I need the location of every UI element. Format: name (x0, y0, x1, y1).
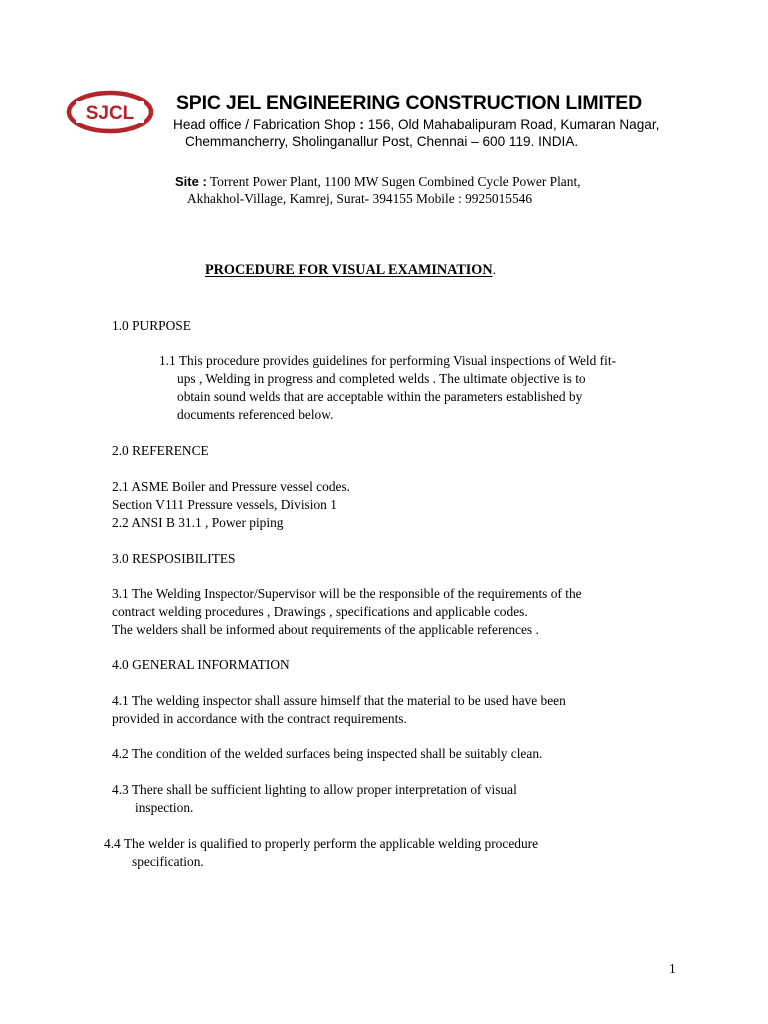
paragraph-line: 4.2 The condition of the welded surfaces being inspected shall be suitably clean. (112, 746, 543, 761)
paragraph-line: specification. (132, 854, 204, 869)
address-line-1 (173, 117, 659, 132)
paragraph-line: inspection. (135, 800, 194, 815)
paragraph-line: 1.1 This procedure provides guidelines for performing Visual inspections of Weld fit- (159, 353, 617, 368)
paragraph-line: provided in accordance with the contract requirements. (112, 711, 407, 726)
section-heading-purpose: 1.0 PURPOSE (112, 318, 191, 333)
site-text: Torrent Power Plant, 1100 MW Sugen Combined Cycle Power Plant, (206, 174, 581, 189)
address-text: 156, Old Mahabalipuram Road, Kumaran Nagar, (367, 117, 660, 132)
document-title-row (205, 261, 496, 279)
site-line-2: Akhakhol-Village, Kamrej, Surat- 394155 Mobile : 9925015546 (187, 191, 533, 206)
paragraph-line: 2.2 ANSI B 31.1 , Power piping (112, 515, 284, 530)
paragraph-line: documents referenced below. (177, 407, 334, 422)
company-name: SPIC JEL ENGINEERING CONSTRUCTION LIMITED (176, 92, 642, 114)
document-title: PROCEDURE FOR VISUAL EXAMINATION (205, 262, 493, 278)
paragraph-line: ups , Welding in progress and completed welds . The ultimate objective is to (177, 371, 586, 386)
address-separator: : (355, 117, 368, 132)
address-line-2: Chemmancherry, Sholinganallur Post, Chennai – 600 119. INDIA. (185, 134, 579, 149)
address-label: Head office / Fabrication Shop (173, 117, 356, 132)
section-heading-responsibilities: 3.0 RESPOSIBILITES (112, 551, 236, 566)
page-number: 1 (669, 961, 676, 976)
paragraph-line: 4.3 There shall be sufficient lighting to allow proper interpretation of visual (112, 782, 517, 797)
section-heading-general-information: 4.0 GENERAL INFORMATION (112, 657, 290, 672)
section-heading-reference: 2.0 REFERENCE (112, 443, 209, 458)
paragraph-line: The welders shall be informed about requirements of the applicable references . (112, 622, 539, 637)
paragraph-line: 3.1 The Welding Inspector/Supervisor will be the responsible of the requirements of the (112, 586, 582, 601)
title-suffix: . (492, 262, 496, 277)
site-label: Site : (175, 174, 207, 189)
paragraph-line: Section V111 Pressure vessels, Division 1 (112, 497, 337, 512)
logo-text: SJCL (85, 103, 135, 124)
sjcl-logo-icon (66, 90, 154, 134)
paragraph-line: 2.1 ASME Boiler and Pressure vessel codes. (112, 479, 351, 494)
paragraph-line: 4.4 The welder is qualified to properly perform the applicable welding procedure (104, 836, 539, 851)
paragraph-line: obtain sound welds that are acceptable within the parameters established by (177, 389, 583, 404)
site-line-1 (175, 174, 581, 190)
paragraph-line: 4.1 The welding inspector shall assure himself that the material to be used have been (112, 693, 566, 708)
company-logo (66, 90, 154, 134)
paragraph-line: contract welding procedures , Drawings , specifications and applicable codes. (112, 604, 528, 619)
